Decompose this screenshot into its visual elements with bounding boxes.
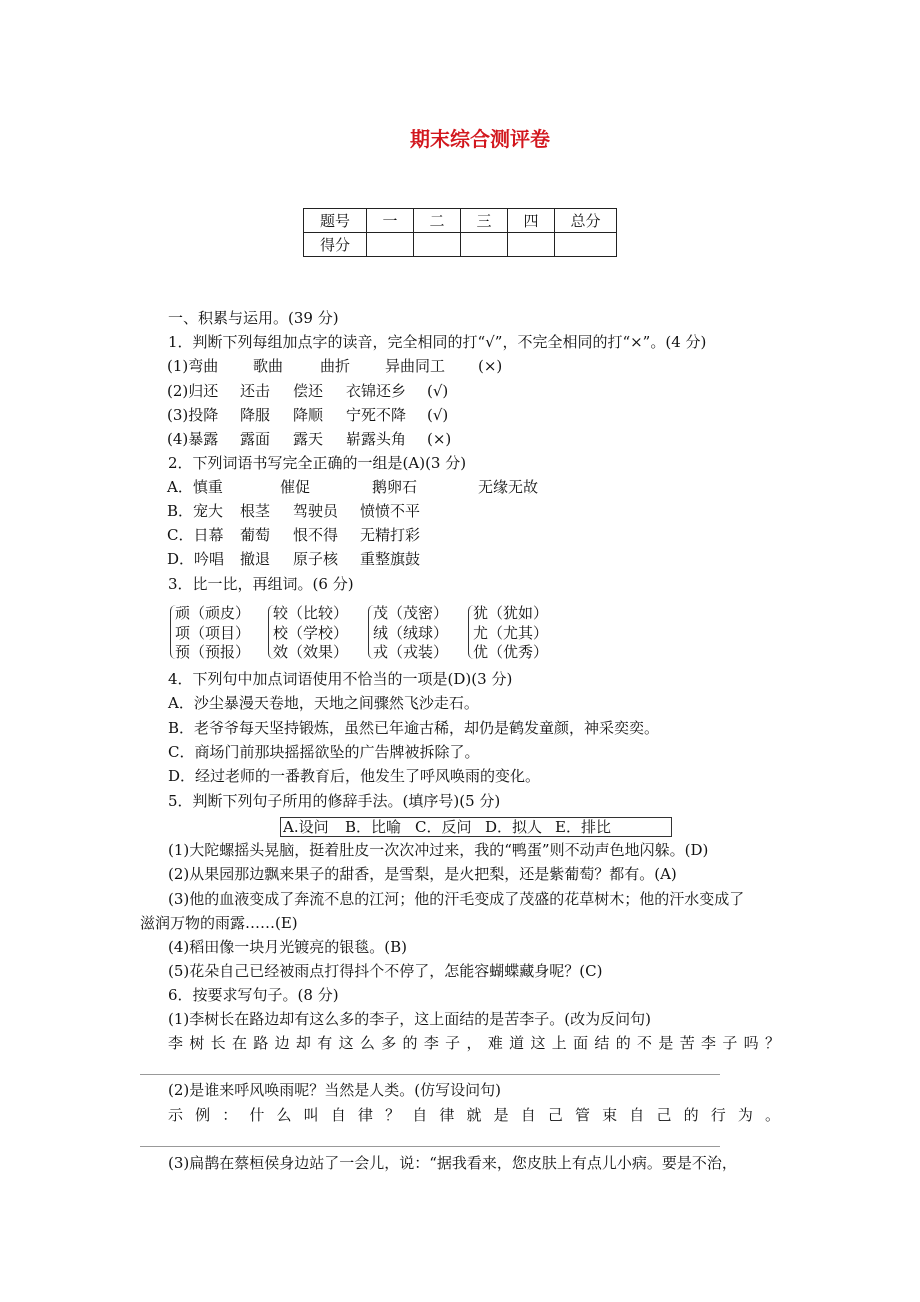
option: E．排比 (555, 818, 611, 836)
sentence-item: (5)花朵自己已经被雨点打得抖个不停了，怎能容蝴蝶藏身呢？(C) (168, 962, 603, 980)
word-item: (×) (478, 357, 503, 375)
word-item: 愤愤不平 (360, 502, 421, 520)
word-item: 降服 (240, 406, 271, 424)
compare-word: 犹（犹如） (473, 604, 549, 622)
option: C．反问 (415, 818, 472, 836)
section-heading: 一、积累与运用。(39 分) (168, 309, 339, 327)
word-item: 崭露头角 (346, 430, 407, 448)
header-cell: 三 (461, 209, 508, 233)
word-item: 原子核 (293, 550, 339, 568)
option-line: D．经过老师的一番教育后，他发生了呼风唤雨的变化。 (168, 767, 541, 785)
header-cell: 题号 (304, 209, 367, 233)
sub-question: (1)李树长在路边却有这么多的李子，这上面结的是苦李子。(改为反问句) (168, 1010, 651, 1028)
word-item: 无缘无故 (478, 478, 539, 496)
header-cell: 总分 (555, 209, 617, 233)
compare-word: 效（效果） (273, 643, 349, 661)
option: D．拟人 (485, 818, 543, 836)
score-table-score-row (304, 233, 617, 257)
compare-word: 预（预报） (175, 643, 251, 661)
word-item: 降顺 (293, 406, 324, 424)
row-label: 得分 (304, 233, 367, 257)
header-cell: 一 (367, 209, 414, 233)
compare-word: 绒（绒球） (373, 624, 449, 642)
answer-line-1: 李树长在路边却有这么多的李子，难道这上面结的不是苦李子吗？ (168, 1034, 780, 1052)
word-item: 无精打彩 (360, 526, 421, 544)
rhetoric-options-box (280, 817, 672, 837)
question-stem: 2．下列词语书写完全正确的一组是(A)(3 分) (168, 454, 467, 472)
compare-word: 戎（戎装） (373, 643, 449, 661)
word-item: (√) (427, 406, 449, 424)
word-item: D．吟唱 (167, 550, 225, 568)
score-cell[interactable] (508, 233, 555, 257)
compare-word: 顽（顽皮） (175, 604, 251, 622)
header-cell: 四 (508, 209, 555, 233)
answer-rule (140, 1074, 720, 1075)
sentence-item: (4)稻田像一块月光镀亮的银毯。(B) (168, 938, 407, 956)
word-item: 还击 (240, 382, 271, 400)
sub-question: (2)是谁来呼风唤雨呢？当然是人类。(仿写设问句) (168, 1081, 501, 1099)
question-stem: 3．比一比，再组词。(6 分) (168, 575, 354, 593)
compare-word: 尤（尤其） (473, 624, 549, 642)
word-item: 催促 (280, 478, 311, 496)
word-item: 曲折 (320, 357, 351, 375)
header-cell: 二 (414, 209, 461, 233)
word-item: 偿还 (293, 382, 324, 400)
sentence-item: (2)从果园那边飘来果子的甜香，是雪梨，是火把梨，还是紫葡萄？都有。(A) (168, 865, 677, 883)
word-item: 露面 (240, 430, 271, 448)
score-cell[interactable] (461, 233, 508, 257)
word-item: 歌曲 (253, 357, 284, 375)
word-item: 葡萄 (240, 526, 271, 544)
option: B．比喻 (345, 818, 402, 836)
sentence-item: 滋润万物的雨露……(E) (140, 914, 298, 932)
word-item: C．日幕 (167, 526, 224, 544)
word-item: (√) (427, 382, 449, 400)
word-item: 撤退 (240, 550, 271, 568)
word-item: 恨不得 (293, 526, 339, 544)
word-item: 宁死不降 (346, 406, 407, 424)
word-item: (4)暴露 (167, 430, 219, 448)
option-line: B．老爷爷每天坚持锻炼，虽然已年逾古稀，却仍是鹤发童颜，神采奕奕。 (168, 719, 660, 737)
word-item: B．宠大 (167, 502, 224, 520)
word-item: 异曲同工 (385, 357, 446, 375)
sub-question: (3)扁鹊在蔡桓侯身边站了一会儿，说：“据我看来，您皮肤上有点儿小病。要是不治， (168, 1154, 737, 1172)
word-item: 驾驶员 (293, 502, 339, 520)
word-item: 重整旗鼓 (360, 550, 421, 568)
score-cell[interactable] (367, 233, 414, 257)
compare-word: 校（学校） (273, 624, 349, 642)
answer-rule (140, 1146, 720, 1147)
option-line: A．沙尘暴漫天卷地，天地之间骤然飞沙走石。 (168, 694, 479, 712)
word-item: 露天 (293, 430, 324, 448)
word-item: 衣锦还乡 (346, 382, 407, 400)
sentence-item: (3)他的血液变成了奔流不息的江河；他的汗毛变成了茂盛的花草树木；他的汗水变成了 (168, 890, 745, 908)
question-stem: 1．判断下列每组加点字的读音，完全相同的打“√”，不完全相同的打“×”。(4 分) (168, 333, 707, 351)
word-item: (2)归还 (167, 382, 219, 400)
question-stem: 4．下列句中加点词语使用不恰当的一项是(D)(3 分) (168, 670, 513, 688)
compare-word: 优（优秀） (473, 643, 549, 661)
word-item: (×) (427, 430, 452, 448)
word-item: 根茎 (240, 502, 271, 520)
score-table-header-row (304, 209, 617, 233)
word-item: A．慎重 (167, 478, 223, 496)
question-stem: 5．判断下列句子所用的修辞手法。(填序号)(5 分) (168, 792, 501, 810)
compare-word: 茂（茂密） (373, 604, 449, 622)
answer-line-2: 示例：什么叫自律？自律就是自己管束自己的行为。 (168, 1106, 780, 1124)
sentence-item: (1)大陀螺摇头晃脑，挺着肚皮一次次冲过来，我的“鸭蛋”则不动声色地闪躲。(D) (168, 841, 709, 859)
word-item: (3)投降 (167, 406, 219, 424)
score-cell[interactable] (555, 233, 617, 257)
option-line: C．商场门前那块摇摇欲坠的广告牌被拆除了。 (168, 743, 480, 761)
option: A.设问 (283, 818, 329, 836)
compare-word: 较（比较） (273, 604, 349, 622)
question-stem: 6．按要求写句子。(8 分) (168, 986, 339, 1004)
score-table (303, 208, 617, 257)
word-item: (1)弯曲 (167, 357, 219, 375)
word-item: 鹅卵石 (372, 478, 418, 496)
compare-word: 项（项目） (175, 624, 251, 642)
score-cell[interactable] (414, 233, 461, 257)
page-title: 期末综合测评卷 (410, 127, 550, 151)
